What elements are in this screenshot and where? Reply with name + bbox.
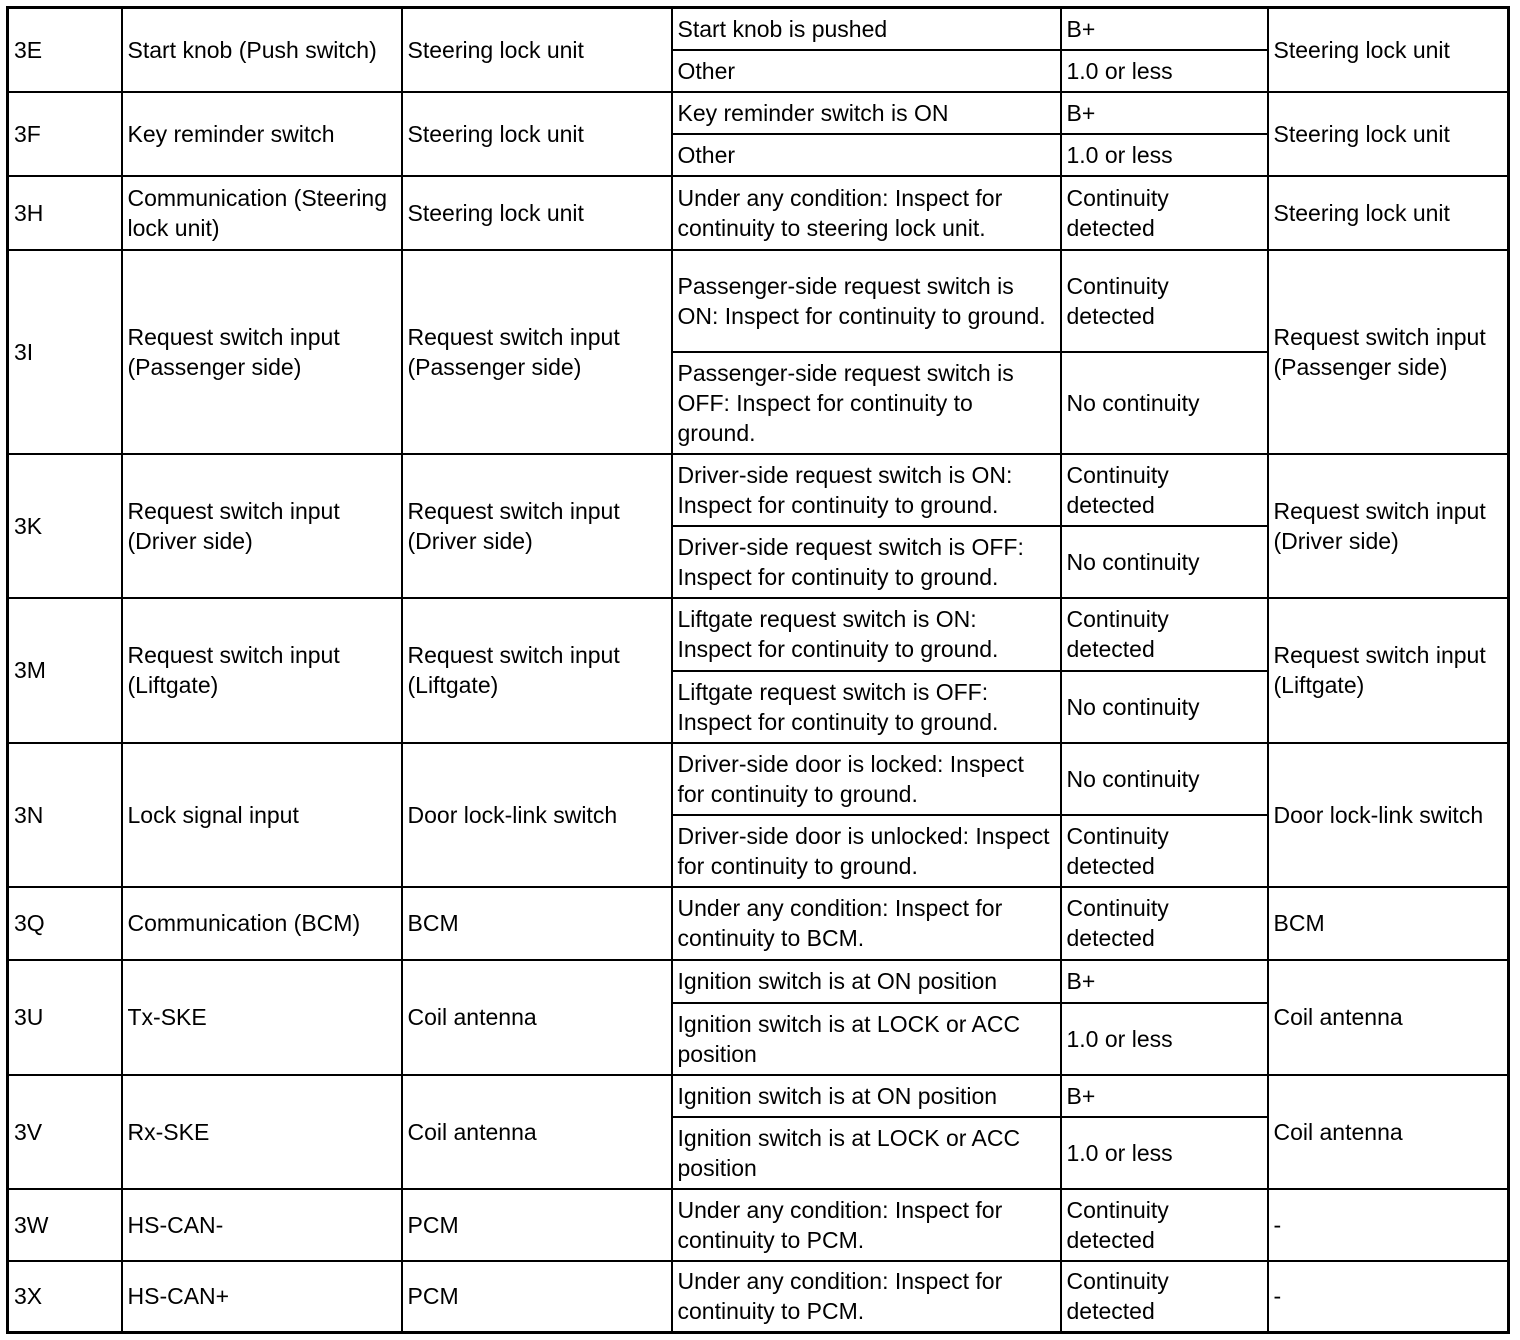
connected-to-cell: Request switch input (Driver side) <box>402 454 672 598</box>
condition-cell: Driver-side request switch is OFF: Inspect for continuity to ground. <box>672 526 1061 598</box>
terminal-cell: 3V <box>8 1075 122 1189</box>
target-cell: BCM <box>1268 887 1509 960</box>
condition-cell: Key reminder switch is ON <box>672 92 1061 134</box>
spec-cell: B+ <box>1061 92 1268 134</box>
signal-cell: Rx-SKE <box>122 1075 402 1189</box>
terminal-inspection-table <box>6 6 1510 1334</box>
condition-cell: Ignition switch is at ON position <box>672 1075 1061 1117</box>
connected-to-cell: Steering lock unit <box>402 176 672 250</box>
connected-to-cell: Coil antenna <box>402 960 672 1075</box>
spec-cell: No continuity <box>1061 352 1268 454</box>
terminal-cell: 3N <box>8 743 122 887</box>
terminal-cell: 3Q <box>8 887 122 960</box>
connected-to-cell: Door lock-link switch <box>402 743 672 887</box>
spec-cell: No continuity <box>1061 743 1268 815</box>
spec-cell: Continuity detected <box>1061 598 1268 671</box>
terminal-cell: 3M <box>8 598 122 743</box>
condition-cell: Under any condition: Inspect for continuity to PCM. <box>672 1261 1061 1333</box>
target-cell: Coil antenna <box>1268 1075 1509 1189</box>
table-row <box>8 598 1509 671</box>
terminal-cell: 3X <box>8 1261 122 1333</box>
target-cell: - <box>1268 1261 1509 1333</box>
spec-cell: No continuity <box>1061 671 1268 743</box>
condition-cell: Passenger-side request switch is OFF: Inspect for continuity to ground. <box>672 352 1061 454</box>
connected-to-cell: PCM <box>402 1261 672 1333</box>
condition-cell: Under any condition: Inspect for continuity to PCM. <box>672 1189 1061 1261</box>
signal-cell: HS-CAN+ <box>122 1261 402 1333</box>
terminal-cell: 3W <box>8 1189 122 1261</box>
condition-cell: Ignition switch is at LOCK or ACC position <box>672 1003 1061 1075</box>
table-row <box>8 743 1509 815</box>
target-cell: Coil antenna <box>1268 960 1509 1075</box>
spec-cell: 1.0 or less <box>1061 1003 1268 1075</box>
terminal-cell: 3H <box>8 176 122 250</box>
table-row <box>8 960 1509 1003</box>
connected-to-cell: BCM <box>402 887 672 960</box>
table-row <box>8 8 1509 50</box>
spec-cell: Continuity detected <box>1061 454 1268 526</box>
condition-cell: Other <box>672 134 1061 176</box>
spec-cell: B+ <box>1061 1075 1268 1117</box>
terminal-cell: 3K <box>8 454 122 598</box>
spec-cell: B+ <box>1061 960 1268 1003</box>
spec-cell: Continuity detected <box>1061 1189 1268 1261</box>
spec-cell: B+ <box>1061 8 1268 50</box>
terminal-cell: 3E <box>8 8 122 92</box>
terminal-cell: 3U <box>8 960 122 1075</box>
terminal-cell: 3F <box>8 92 122 176</box>
connected-to-cell: Steering lock unit <box>402 92 672 176</box>
table-row <box>8 1189 1509 1261</box>
signal-cell: HS-CAN- <box>122 1189 402 1261</box>
signal-cell: Start knob (Push switch) <box>122 8 402 92</box>
table-row <box>8 250 1509 352</box>
spec-cell: Continuity detected <box>1061 250 1268 352</box>
spec-cell: Continuity detected <box>1061 176 1268 250</box>
signal-cell: Request switch input (Passenger side) <box>122 250 402 454</box>
condition-cell: Under any condition: Inspect for continuity to BCM. <box>672 887 1061 960</box>
target-cell: Request switch input (Driver side) <box>1268 454 1509 598</box>
target-cell: - <box>1268 1189 1509 1261</box>
signal-cell: Tx-SKE <box>122 960 402 1075</box>
condition-cell: Driver-side door is unlocked: Inspect for continuity to ground. <box>672 815 1061 887</box>
condition-cell: Driver-side request switch is ON: Inspect for continuity to ground. <box>672 454 1061 526</box>
target-cell: Steering lock unit <box>1268 176 1509 250</box>
connected-to-cell: Coil antenna <box>402 1075 672 1189</box>
table-row <box>8 1261 1509 1333</box>
target-cell: Request switch input (Liftgate) <box>1268 598 1509 743</box>
terminal-cell: 3I <box>8 250 122 454</box>
condition-cell: Under any condition: Inspect for continuity to steering lock unit. <box>672 176 1061 250</box>
signal-cell: Lock signal input <box>122 743 402 887</box>
connected-to-cell: Request switch input (Passenger side) <box>402 250 672 454</box>
target-cell: Request switch input (Passenger side) <box>1268 250 1509 454</box>
condition-cell: Liftgate request switch is ON: Inspect for continuity to ground. <box>672 598 1061 671</box>
condition-cell: Other <box>672 50 1061 92</box>
condition-cell: Liftgate request switch is OFF: Inspect for continuity to ground. <box>672 671 1061 743</box>
table-row <box>8 1075 1509 1117</box>
spec-cell: Continuity detected <box>1061 887 1268 960</box>
connected-to-cell: Steering lock unit <box>402 8 672 92</box>
condition-cell: Passenger-side request switch is ON: Inspect for continuity to ground. <box>672 250 1061 352</box>
target-cell: Steering lock unit <box>1268 8 1509 92</box>
condition-cell: Ignition switch is at ON position <box>672 960 1061 1003</box>
signal-cell: Request switch input (Liftgate) <box>122 598 402 743</box>
condition-cell: Ignition switch is at LOCK or ACC position <box>672 1117 1061 1189</box>
table-row <box>8 92 1509 134</box>
target-cell: Door lock-link switch <box>1268 743 1509 887</box>
spec-cell: Continuity detected <box>1061 815 1268 887</box>
spec-cell: 1.0 or less <box>1061 134 1268 176</box>
table-row <box>8 176 1509 250</box>
condition-cell: Driver-side door is locked: Inspect for continuity to ground. <box>672 743 1061 815</box>
signal-cell: Communication (BCM) <box>122 887 402 960</box>
connected-to-cell: Request switch input (Liftgate) <box>402 598 672 743</box>
signal-cell: Request switch input (Driver side) <box>122 454 402 598</box>
spec-cell: 1.0 or less <box>1061 50 1268 92</box>
spec-cell: No continuity <box>1061 526 1268 598</box>
target-cell: Steering lock unit <box>1268 92 1509 176</box>
table-row <box>8 887 1509 960</box>
spec-cell: 1.0 or less <box>1061 1117 1268 1189</box>
spec-cell: Continuity detected <box>1061 1261 1268 1333</box>
table-row <box>8 454 1509 526</box>
signal-cell: Communication (Steering lock unit) <box>122 176 402 250</box>
condition-cell: Start knob is pushed <box>672 8 1061 50</box>
connected-to-cell: PCM <box>402 1189 672 1261</box>
signal-cell: Key reminder switch <box>122 92 402 176</box>
